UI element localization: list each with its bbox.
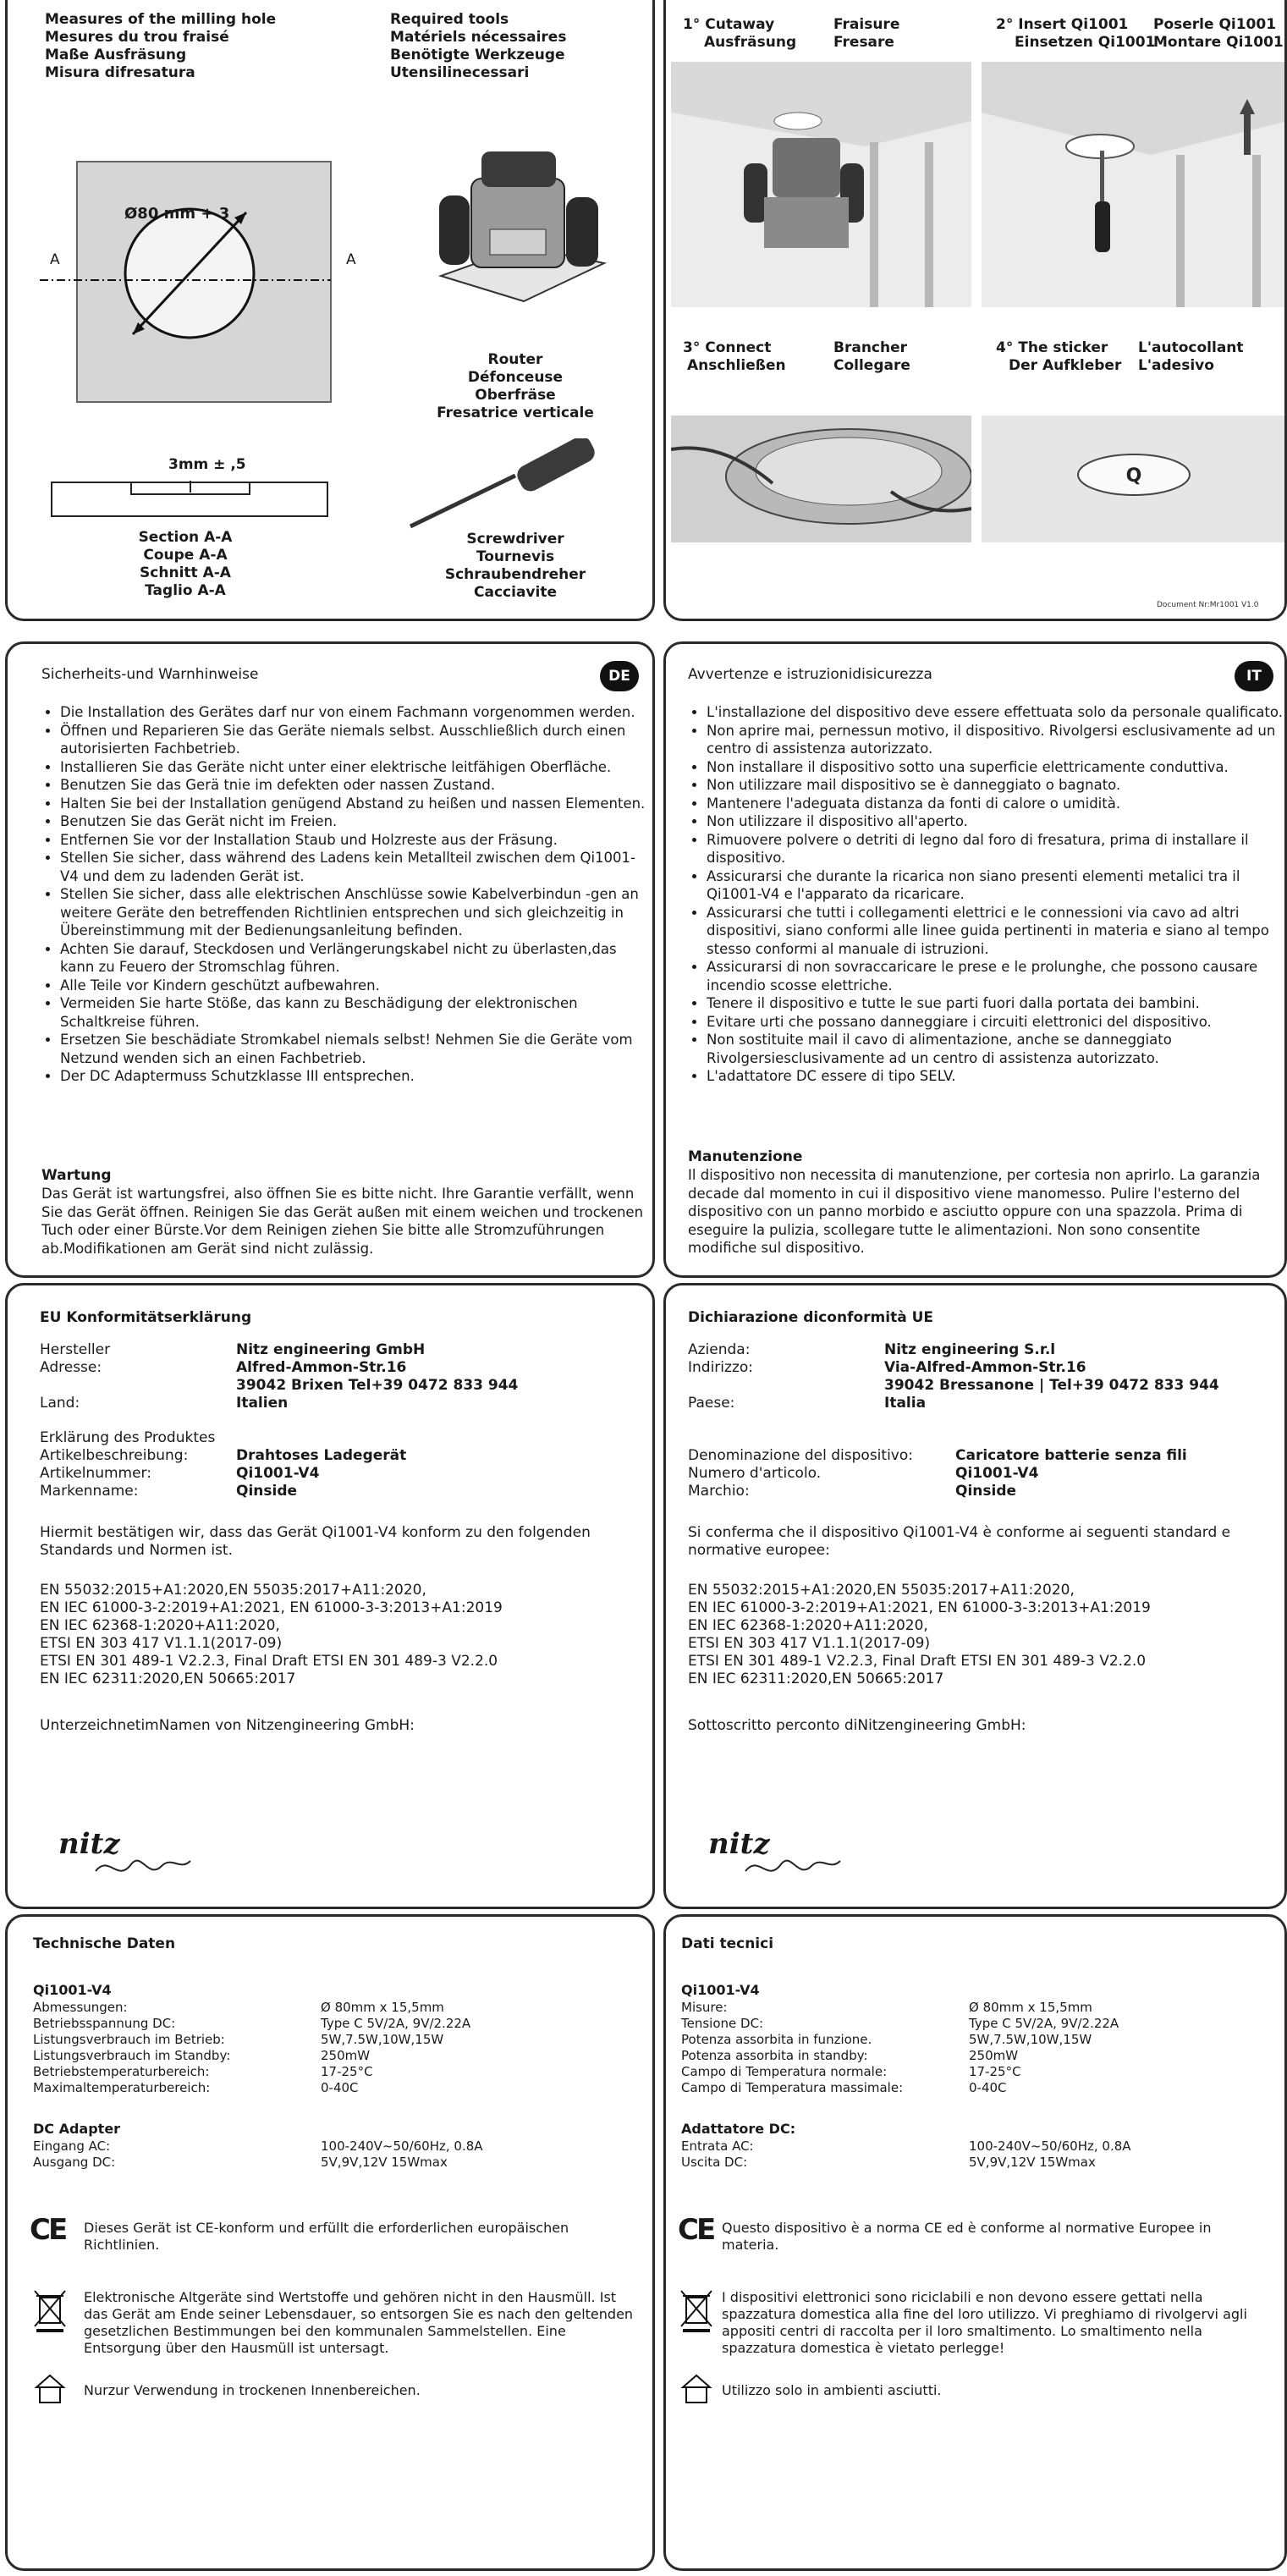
list-item: • Achten Sie darauf, Steckdosen und Verlängerungskabel nicht zu überlasten,das kann zu Feuero der Stromschlag führen. xyxy=(60,940,652,977)
conformity-it-panel xyxy=(663,1283,1287,1909)
section-diagram xyxy=(50,481,329,519)
screwdriver-label: Screwdriver Tournevis Schraubendreher Cacciavite xyxy=(444,531,586,601)
conformity-statement: Si conferma che il dispositivo Qi1001-V4 è conforme ai seguenti standard e normative europee: xyxy=(688,1524,1231,1559)
ce-text: Questo dispositivo è a norma CE ed è conforme al normative Europee in materia. xyxy=(722,2220,1212,2253)
list-item: • Der DC Adaptermuss Schutzklasse III entsprechen. xyxy=(60,1067,652,1086)
adapter-table: Entrata AC: 100-240V~50/60Hz, 0.8A Uscita DC: 5V,9V,12V 15Wmax xyxy=(681,2138,1131,2170)
maintenance-de-title: Wartung xyxy=(41,1167,112,1184)
list-item: • Ersetzen Sie beschädiate Stromkabel niemals selbst! Nehmen Sie die Geräte vom Netzund wenden sich an einen Fachbetrieb. xyxy=(60,1031,652,1067)
signed-by: Sottoscritto perconto diNitzengineering GmbH: xyxy=(688,1717,1026,1734)
milling-hole-diagram xyxy=(25,155,346,409)
maintenance-it-title: Manutenzione xyxy=(688,1148,803,1165)
indoor-house-icon xyxy=(679,2374,713,2404)
indoor-house-icon xyxy=(33,2374,67,2404)
ce-mark-icon: CE xyxy=(678,2213,714,2247)
tech-de-panel xyxy=(5,1914,655,2571)
safety-de-list xyxy=(41,703,652,1086)
conformity-de-title: EU Konformitätserklärung xyxy=(40,1309,252,1326)
model-name: Qi1001-V4 xyxy=(681,1982,760,1998)
list-item: • Entfernen Sie vor der Installation Staub und Holzreste aus der Fräsung. xyxy=(60,831,652,850)
conformity-it-title: Dichiarazione diconformità UE xyxy=(688,1309,934,1326)
list-item: • Stellen Sie sicher, dass während des Ladens kein Metallteil zwischen dem Qi1001-V4 und dem zu ladenden Gerät ist. xyxy=(60,849,652,885)
step4-photo xyxy=(982,416,1287,542)
list-item: • Non installare il dispositivo sotto una superficie elettricamente conduttiva. xyxy=(707,758,1287,777)
list-item: • Die Installation des Gerätes darf nur von einem Fachmann vorgenommen werden. xyxy=(60,703,652,722)
adapter-title: DC Adapter xyxy=(33,2121,121,2137)
required-tools-heading: Required tools Matériels nécessaires Benötigte Werkzeuge Utensilinecessari xyxy=(390,11,567,81)
router-icon xyxy=(422,128,617,322)
list-item: • Stellen Sie sicher, dass alle elektrischen Anschlüsse sowie Kabelverbindun -gen an weitere Geräte den betreffenden Richtlinien entsprechen und sich gleichzeitig in Übereinstimmung mit der Bedienungsanleitung befinden. xyxy=(60,885,652,940)
svg-text:Q: Q xyxy=(1125,465,1142,487)
list-item: • Assicurarsi che tutti i collegamenti elettrici e le connessioni via cavo ad altri dispositivi, siano conformi alle linee guida pertinenti in materia e siano al tempo stesso conformi al manuale di istruzioni. xyxy=(707,904,1287,959)
list-item: • Non aprire mai, pernessun motivo, il dispositivo. Rivolgersi esclusivamente ad un centro di assistenza autorizzato. xyxy=(707,722,1287,758)
device-block: Denominazione del dispositivo: Caricatore batterie senza fili Numero d'articolo. Qi1001-V4 Marchio: Qinside xyxy=(688,1447,1187,1500)
spec-table: Abmessungen: Ø 80mm x 15,5mm Betriebsspannung DC: Type C 5V/2A, 9V/2.22A Listungsverbrauch im Betrieb: 5W,7.5W,10W,15W Listungsverbrauch im Standby: 250mW Betriebstemperaturbereich: 17-25°C Maximaltemperaturbereich: 0-40C xyxy=(33,2000,471,2095)
safety-de-panel xyxy=(5,641,655,1278)
ce-text: Dieses Gerät ist CE-konform und erfüllt die erforderlichen europäischen Richtlinien. xyxy=(84,2220,569,2253)
section-labels: Section A-A Coupe A-A Schnitt A-A Taglio A-A xyxy=(138,529,233,599)
model-name: Qi1001-V4 xyxy=(33,1982,112,1998)
adapter-table: Eingang AC: 100-240V~50/60Hz, 0.8A Ausgang DC: 5V,9V,12V 15Wmax xyxy=(33,2138,483,2170)
list-item: • Vermeiden Sie harte Stöße, das kann zu Beschädigung der elektronischen Schaltkreise führen. xyxy=(60,994,652,1031)
conformity-de-panel xyxy=(5,1283,655,1909)
indoor-text: Utilizzo solo in ambienti asciutti. xyxy=(722,2382,942,2398)
list-item: • Mantenere l'adeguata distanza da fonti di calore o umidità. xyxy=(707,795,1287,813)
signature-stamp: nitz xyxy=(58,1827,120,1861)
signed-by: UnterzeichnetimNamen von Nitzengineering GmbH: xyxy=(40,1717,415,1734)
safety-it-title: Avvertenze e istruzionidisicurezza xyxy=(688,666,932,683)
document-number: Document Nr:Mr1001 V1.0 xyxy=(1157,601,1259,609)
tech-it-panel xyxy=(663,1914,1287,2571)
list-item: • Alle Teile vor Kindern geschützt aufbewahren. xyxy=(60,977,652,995)
axis-marker-right: A xyxy=(346,251,356,268)
list-item: • Evitare urti che possano danneggiare i circuiti elettronici del dispositivo. xyxy=(707,1013,1287,1032)
product-block: Erklärung des Produktes Artikelbeschreibung: Drahtoses Ladegerät Artikelnummer: Qi1001-V4 Markenname: Qinside xyxy=(40,1429,407,1500)
weee-text: Elektronische Altgeräte sind Wertstoffe und gehören nicht in den Hausmüll. Ist das Gerät am Ende seiner Lebensdauer, so entsorgen Sie es nach den geltenden gesetzlichen Bestimmungen bei den kommunalen Sammelstellen. Eine Entsorgung über den Hausmüll ist untersagt. xyxy=(84,2289,634,2356)
ce-mark-icon: CE xyxy=(30,2213,66,2247)
weee-bin-icon xyxy=(33,2289,67,2333)
safety-it-list xyxy=(688,703,1287,1086)
maintenance-de-text: Das Gerät ist wartungsfrei, also öffnen Sie es bitte nicht. Ihre Garantie verfällt, wenn Sie das Gerät öffnen. Reinigen Sie das Gerät außen mit einem weichen und trockenen Tuch oder einer Bürste.Vor dem Reinigen ziehen Sie bitte alle Stromzuführungen ab.Modifikationen am Gerät sind nicht zulässig. xyxy=(41,1186,644,1257)
standards-list: EN 55032:2015+A1:2020,EN 55035:2017+A11:2020, EN IEC 61000-3-2:2019+A1:2021, EN 61000-3-3:2013+A1:2019 EN IEC 62368-1:2020+A11:2020, ETSI EN 303 417 V1.1.1(2017-09) ETSI EN 301 489-1 V2.2.3, Final Draft ETSI EN 301 489-3 V2.2.0 EN IEC 62311:2020,EN 50665:2017 xyxy=(40,1582,503,1687)
steps-panel: 1° Cutaway Ausfräsung Fraisure Fresare 2° Insert Qi1001 Einsetzen Qi1001 Poserle Qi1001 Montare Qi1001 3° Connect Anschließen Brancher Collegare 4° The sticker Der Aufkleber L'autocollant L'adesivo Q Document Nr:Mr1001 V1.0 xyxy=(663,0,1287,621)
axis-marker-left: A xyxy=(50,251,60,268)
step2-photo xyxy=(982,62,1287,307)
safety-it-panel xyxy=(663,641,1287,1278)
list-item: • Non utilizzare il dispositivo all'aperto. xyxy=(707,812,1287,831)
depth-label: 3mm ± ,5 xyxy=(168,456,246,473)
list-item: • Non utilizzare mail dispositivo se è danneggiato o bagnato. xyxy=(707,776,1287,795)
language-badge-it: IT xyxy=(1235,661,1273,691)
diameter-label: Ø80 mm + 3 xyxy=(124,205,230,223)
step1-photo xyxy=(671,62,971,307)
list-item: • Halten Sie bei der Installation genügend Abstand zu heißen und nassen Elementen. xyxy=(60,795,652,813)
list-item: • Rimuovere polvere o detriti di legno dal foro di fresatura, prima di installare il dispositivo. xyxy=(707,831,1287,867)
standards-list: EN 55032:2015+A1:2020,EN 55035:2017+A11:2020, EN IEC 61000-3-2:2019+A1:2021, EN 61000-3-3:2013+A1:2019 EN IEC 62368-1:2020+A11:2020, ETSI EN 303 417 V1.1.1(2017-09) ETSI EN 301 489-1 V2.2.3, Final Draft ETSI EN 301 489-3 V2.2.0 EN IEC 62311:2020,EN 50665:2017 xyxy=(688,1582,1151,1687)
maintenance-it-text: Il dispositivo non necessita di manutenzione, per cortesia non aprirlo. La garanzia decade dal momento in cui il dispositivo viene manomesso. Pulire l'esterno del dispositivo con un panno morbido e asciutto oppure con una spazzola. Prima di eseguire la pulizia, scollegare tutte le alimentazioni. Non sono consentite modifiche sul dispositivo. xyxy=(688,1167,1261,1256)
signature-stamp: nitz xyxy=(708,1827,770,1861)
list-item: • L'installazione del dispositivo deve essere effettuata solo da personale qualificato. xyxy=(707,703,1287,722)
tech-it-title: Dati tecnici xyxy=(681,1935,774,1952)
weee-bin-icon xyxy=(679,2289,713,2333)
list-item: • Assicurarsi di non sovraccaricare le prese e le prolunghe, che possono causare incendio scosse elettriche. xyxy=(707,958,1287,994)
list-item: • Non sostituite mail il cavo di alimentazione, anche se danneggiato Rivolgersiesclusivamente ad un centro di assistenza autorizzato. xyxy=(707,1031,1287,1067)
installation-panel xyxy=(5,0,655,621)
tech-de-title: Technische Daten xyxy=(33,1935,176,1952)
list-item: • Benutzen Sie das Gerät nicht im Freien. xyxy=(60,812,652,831)
list-item: • Tenere il dispositivo e tutte le sue parti fuori dalla portata dei bambini. xyxy=(707,994,1287,1013)
list-item: • Öffnen und Reparieren Sie das Geräte niemals selbst. Ausschließlich durch einen autorisierten Fachbetrieb. xyxy=(60,722,652,758)
router-label: Router Défonceuse Oberfräse Fresatrice verticale xyxy=(437,351,594,421)
list-item: • Installieren Sie das Geräte nicht unter einer elektrische leitfähigen Oberfläche. xyxy=(60,758,652,777)
screwdriver-icon xyxy=(405,438,608,531)
list-item: • L'adattatore DC essere di tipo SELV. xyxy=(707,1067,1287,1086)
indoor-text: Nurzur Verwendung in trockenen Innenbereichen. xyxy=(84,2382,421,2398)
conformity-statement: Hiermit bestätigen wir, dass das Gerät Qi1001-V4 konform zu den folgenden Standards und Normen ist. xyxy=(40,1524,591,1559)
list-item: • Assicurarsi che durante la ricarica non siano presenti elementi metalici tra il Qi1001-V4 e l'apparato da ricaricare. xyxy=(707,867,1287,904)
adapter-title: Adattatore DC: xyxy=(681,2121,796,2137)
manufacturer-block: Hersteller Nitz engineering GmbH Adresse: Alfred-Ammon-Str.16 39042 Brixen Tel+39 0472 833 944 Land: Italien xyxy=(40,1341,519,1412)
weee-text: I dispositivi elettronici sono riciclabili e non devono essere gettati nella spazzatura domestica alla fine del loro utilizzo. Vi preghiamo di rivolgervi agli appositi centri di raccolta per il loro smaltimento. Lo smaltimento nella spazzatura domestica è vietato perlegge! xyxy=(722,2289,1247,2356)
spec-table: Misure: Ø 80mm x 15,5mm Tensione DC: Type C 5V/2A, 9V/2.22A Potenza assorbita in funzione. 5W,7.5W,10W,15W Potenza assorbita in standby: 250mW Campo di Temperatura normale: 17-25°C Campo di Temperatura massimale: 0-40C xyxy=(681,2000,1119,2095)
company-block: Azienda: Nitz engineering S.r.l Indirizzo: Via-Alfred-Ammon-Str.16 39042 Bressanone | Tel+39 0472 833 944 Paese: Italia xyxy=(688,1341,1219,1412)
step3-photo xyxy=(671,416,971,542)
milling-hole-heading: Measures of the milling hole Mesures du trou fraisé Maße Ausfräsung Misura difresatura xyxy=(45,11,277,81)
language-badge-de: DE xyxy=(600,661,639,691)
safety-de-title: Sicherheits-und Warnhinweise xyxy=(41,666,259,683)
list-item: • Benutzen Sie das Gerä tnie im defekten oder nassen Zustand. xyxy=(60,776,652,795)
